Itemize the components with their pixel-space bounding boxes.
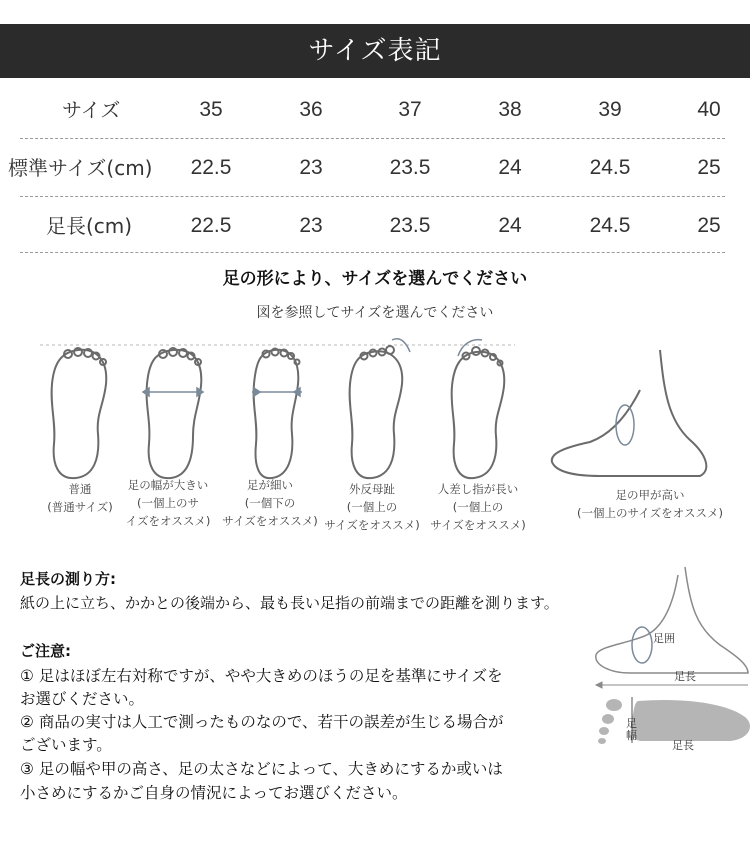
high-instep-foot-icon (552, 350, 707, 476)
wide-foot-icon (147, 348, 202, 478)
label-line: (普通サイズ) (47, 500, 113, 514)
size-cell: 24 (498, 156, 522, 179)
label-line: (一個上のサイズをオススメ) (577, 506, 723, 520)
size-cell: 36 (299, 98, 323, 121)
label-line: イズをオススメ) (125, 514, 211, 528)
notice-line: お選びください。 (20, 690, 145, 708)
size-cell: 39 (598, 98, 622, 121)
length-bottom-label: 足長 (672, 739, 694, 752)
girth-label: 足囲 (653, 632, 675, 645)
label-line: サイズをオススメ) (430, 518, 526, 532)
row-label: 標準サイズ(cm) (8, 156, 153, 180)
normal-foot-icon (52, 348, 107, 478)
size-chart-title: サイズ表記 (0, 24, 750, 78)
size-table (0, 82, 750, 250)
label-line: 足の甲が高い (615, 488, 685, 502)
notice-line: ございます。 (20, 736, 112, 754)
length-top-label: 足長 (674, 670, 696, 683)
size-cell: 23.5 (389, 156, 431, 179)
row-divider (20, 138, 725, 139)
size-cell: 35 (199, 98, 223, 121)
label-line: 普通 (68, 482, 92, 496)
size-cell: 24.5 (589, 156, 631, 179)
label-line: 足の幅が大きい (127, 478, 209, 492)
size-cell: 25 (697, 214, 721, 237)
notice-line: ① 足はほぼ左右対称ですが、やや大きめのほうの足を基準にサイズを (20, 667, 503, 685)
foot-type-bunion-label (322, 480, 422, 534)
notice-line: 小さめにするかご自身の情況によってお選びください。 (20, 784, 408, 802)
label-line: (一個上の (452, 500, 504, 514)
size-cell: 38 (498, 98, 522, 121)
foot-type-narrow-label (220, 476, 320, 530)
label-line: (一個上のサ (137, 496, 199, 510)
notice-title: ご注意: (20, 642, 71, 660)
row-label: 足長(cm) (46, 214, 133, 238)
row-divider (20, 196, 725, 197)
side-foot-icon (596, 567, 748, 673)
long-toe-foot-icon (452, 347, 505, 478)
label-line: (一個下の (244, 496, 296, 510)
notice-line: ③ 足の幅や甲の高さ、足の太さなどによって、大きめにするか或いは (20, 760, 503, 778)
size-cell: 25 (697, 156, 721, 179)
foot-measurement-diagram (580, 565, 750, 745)
size-cell: 23 (299, 156, 323, 179)
label-line: (一個上の (346, 500, 398, 514)
notice-line: ② 商品の実寸は人工で測ったものなので、若干の誤差が生じる場合が (20, 713, 504, 731)
label-line: サイズをオススメ) (222, 514, 318, 528)
size-cell: 37 (398, 98, 422, 121)
row-divider (20, 252, 725, 253)
bunion-foot-icon (350, 346, 403, 478)
width-label: 足幅 (626, 717, 637, 742)
label-line: 外反母趾 (349, 482, 395, 496)
label-line: 足が細い (247, 478, 293, 492)
foot-type-high-instep-label (570, 486, 730, 522)
size-cell: 22.5 (190, 156, 232, 179)
size-cell: 22.5 (190, 214, 232, 237)
size-cell: 24.5 (589, 214, 631, 237)
size-row (0, 198, 750, 254)
size-row (0, 82, 750, 138)
size-cell: 24 (498, 214, 522, 237)
narrow-foot-icon (254, 349, 300, 479)
size-cell: 23 (299, 214, 323, 237)
width-arrow-icon (143, 388, 203, 396)
measurement-text: 紙の上に立ち、かかとの後端から、最も長い足指の前端までの距離を測ります。 (20, 594, 559, 612)
length-arrow-icon (596, 682, 748, 688)
foot-types-illustration (0, 330, 750, 480)
measurement-title: 足長の測り方: (20, 570, 116, 588)
size-cell: 23.5 (389, 214, 431, 237)
size-cell: 40 (697, 98, 721, 121)
narrow-arrow-icon (252, 388, 302, 396)
foot-shape-subheading: 図を参照してサイズを選んでください (256, 305, 494, 321)
foot-shape-heading: 足の形により、サイズを選んでください (222, 269, 528, 289)
size-row (0, 140, 750, 196)
label-line: 人差し指が長い (437, 482, 519, 496)
label-line: サイズをオススメ) (324, 518, 420, 532)
row-label: サイズ (62, 98, 121, 122)
foot-type-wide-label (118, 476, 218, 530)
foot-type-normal-label (30, 480, 130, 516)
foot-type-long-toe-label (428, 480, 528, 534)
